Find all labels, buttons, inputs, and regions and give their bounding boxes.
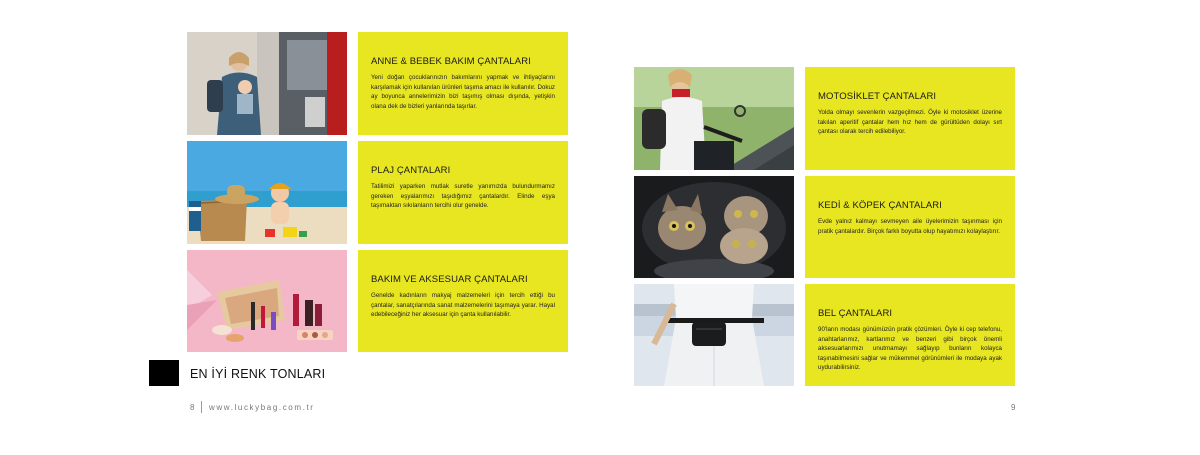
waist-bag-photo [634,284,794,386]
card-body: Evde yalnız kalmayı sevmeyen aile üyelerimizin taşınması için pratik çantalardır. Birçok farklı boyutta olup hayatımızı kolaylaştırır. [818,218,1002,235]
card-body: 90'ların modası günümüzün pratik çözümleri. Öyle ki cep telefonu, anahtarlarımız, kartlarımız ve benzeri gibi birçok önemli aksesuarlarımızı unutmamayı sağlayıp bunların kolayca taşınabilmesini sağlar ve mükemmel görünümleri ile modaya ayak uydurabilirsiniz. [818,326,1002,372]
card-beach [358,141,568,244]
card-title: PLAJ ÇANTALARI [371,165,451,176]
card-title: MOTOSİKLET ÇANTALARI [818,91,937,102]
page-number-right: 9 [1011,403,1016,412]
cosmetics-photo [187,250,347,352]
card-title: BEL ÇANTALARI [818,308,893,319]
motorcycle-photo [634,67,794,170]
card-title: BAKIM VE AKSESUAR ÇANTALARI [371,274,528,285]
mother-baby-photo [187,32,347,135]
website-link[interactable]: www.luckybag.com.tr [209,403,315,412]
beach-photo [187,141,347,244]
section-title: EN İYİ RENK TONLARI [190,367,326,381]
card-waist-bag [805,284,1015,386]
footer-divider [201,401,202,413]
card-pet [805,176,1015,278]
card-body: Tatilimizi yaparken mutlak suretle yanımızda bulundurmamız gereken eşyalarımızı taşıdığımız çantalardır. Elinde eşya taşımaktan sıkılanların tercihi olur genelde. [371,183,555,210]
card-body: Yolda olmayı sevenlerin vazgeçilmezi. Öyle ki motosiklet üzerine takılan aperitif çantalar hem hız hem de gürültüden dolayı sırt çantası olarak tercih edilebiliyor. [818,109,1002,136]
card-motorcycle [805,67,1015,170]
card-title: ANNE & BEBEK BAKIM ÇANTALARI [371,56,531,67]
cats-photo [634,176,794,278]
page-number-left: 8 [190,403,195,412]
section-title-block [149,360,179,386]
card-body: Genelde kadınların makyaj malzemeleri için tercih ettiği bu çantalar, sanatçılarında sanat malzemelerini taşımaya yarar. Hayal edebileceğiniz her aksesuar için çanta kullanılabilir. [371,292,555,319]
card-mother-baby [358,32,568,135]
card-body: Yeni doğan çocuklarınızın bakımlarını yapmak ve ihtiyaçlarını karşılamak için kullanılan ürünleri taşıma amacı ile kullanılır. Dokuz ay boyunca annelerimizin bizi taşımış olması dışında, yetişkin olana dek de bizleri yanlarında taşırlar. [371,74,555,110]
card-cosmetics [358,250,568,352]
card-title: KEDİ & KÖPEK ÇANTALARI [818,200,942,211]
